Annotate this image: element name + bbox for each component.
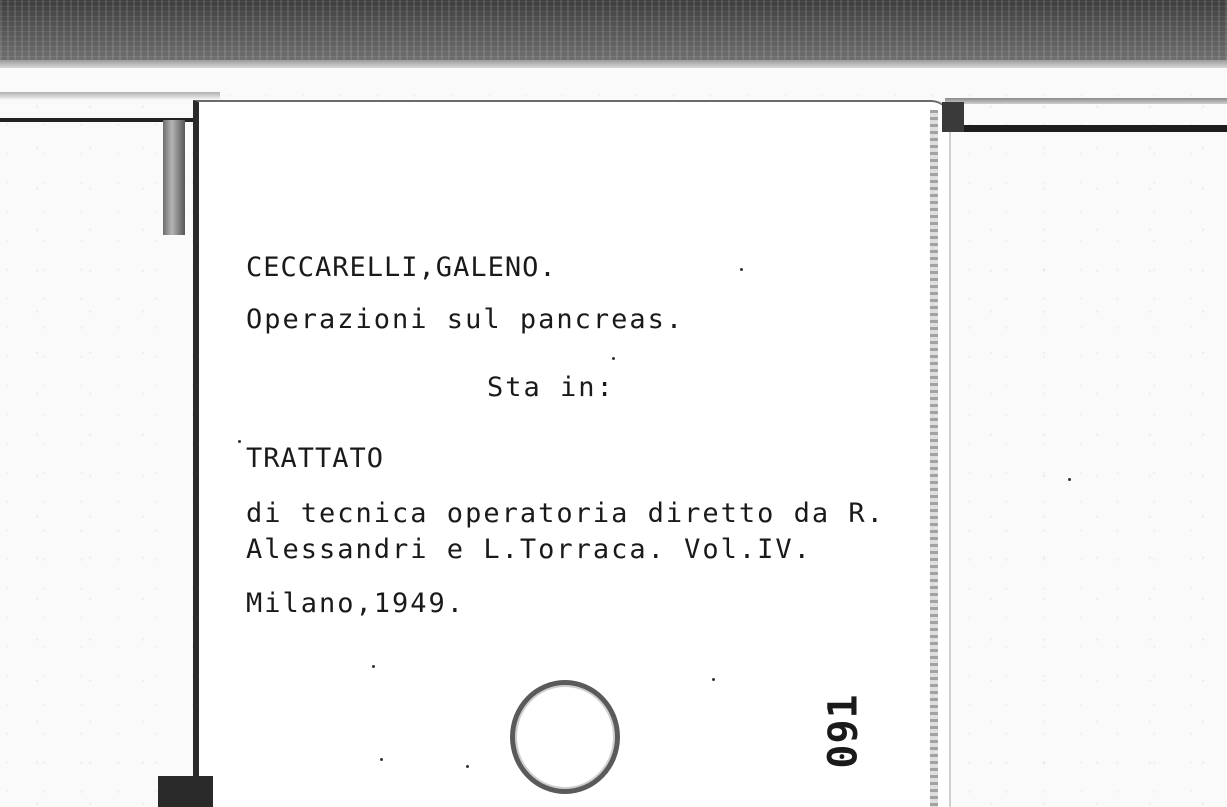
- card-bottom-clip: [158, 776, 213, 807]
- series-description-line-2: Alessandri e L.Torraca. Vol.IV.: [246, 534, 812, 565]
- imprint: Milano,1949.: [246, 588, 466, 619]
- catalog-card-corner-shadow: [942, 102, 964, 132]
- catalog-card-right-edge: [930, 110, 938, 807]
- adjacent-card-edge-right: [945, 98, 1227, 104]
- scan-speck: [238, 440, 241, 443]
- drawer-top-edge: [0, 0, 1227, 62]
- card-punch-hole: [510, 680, 620, 794]
- call-number: 091: [820, 693, 867, 769]
- adjacent-card-edge-left: [0, 92, 220, 100]
- work-title: Operazioni sul pancreas.: [246, 304, 685, 335]
- scan-speck: [612, 357, 615, 360]
- relation-label: Sta in:: [487, 372, 615, 403]
- adjacent-card-rule-right: [962, 125, 1227, 132]
- scan-speck: [466, 765, 469, 768]
- author-heading: CECCARELLI,GALENO.: [246, 252, 557, 283]
- scan-speck: [712, 678, 715, 681]
- series-title: TRATTATO: [246, 443, 385, 474]
- divider-tab-edge: [163, 120, 185, 235]
- series-description-line-1: di tecnica operatoria diretto da R.: [246, 498, 885, 529]
- drawer-top-edge-highlight: [0, 60, 1227, 68]
- scan-speck: [380, 758, 383, 761]
- scan-speck: [740, 268, 743, 271]
- scan-speck: [1068, 478, 1071, 481]
- scan-speck: [372, 665, 375, 668]
